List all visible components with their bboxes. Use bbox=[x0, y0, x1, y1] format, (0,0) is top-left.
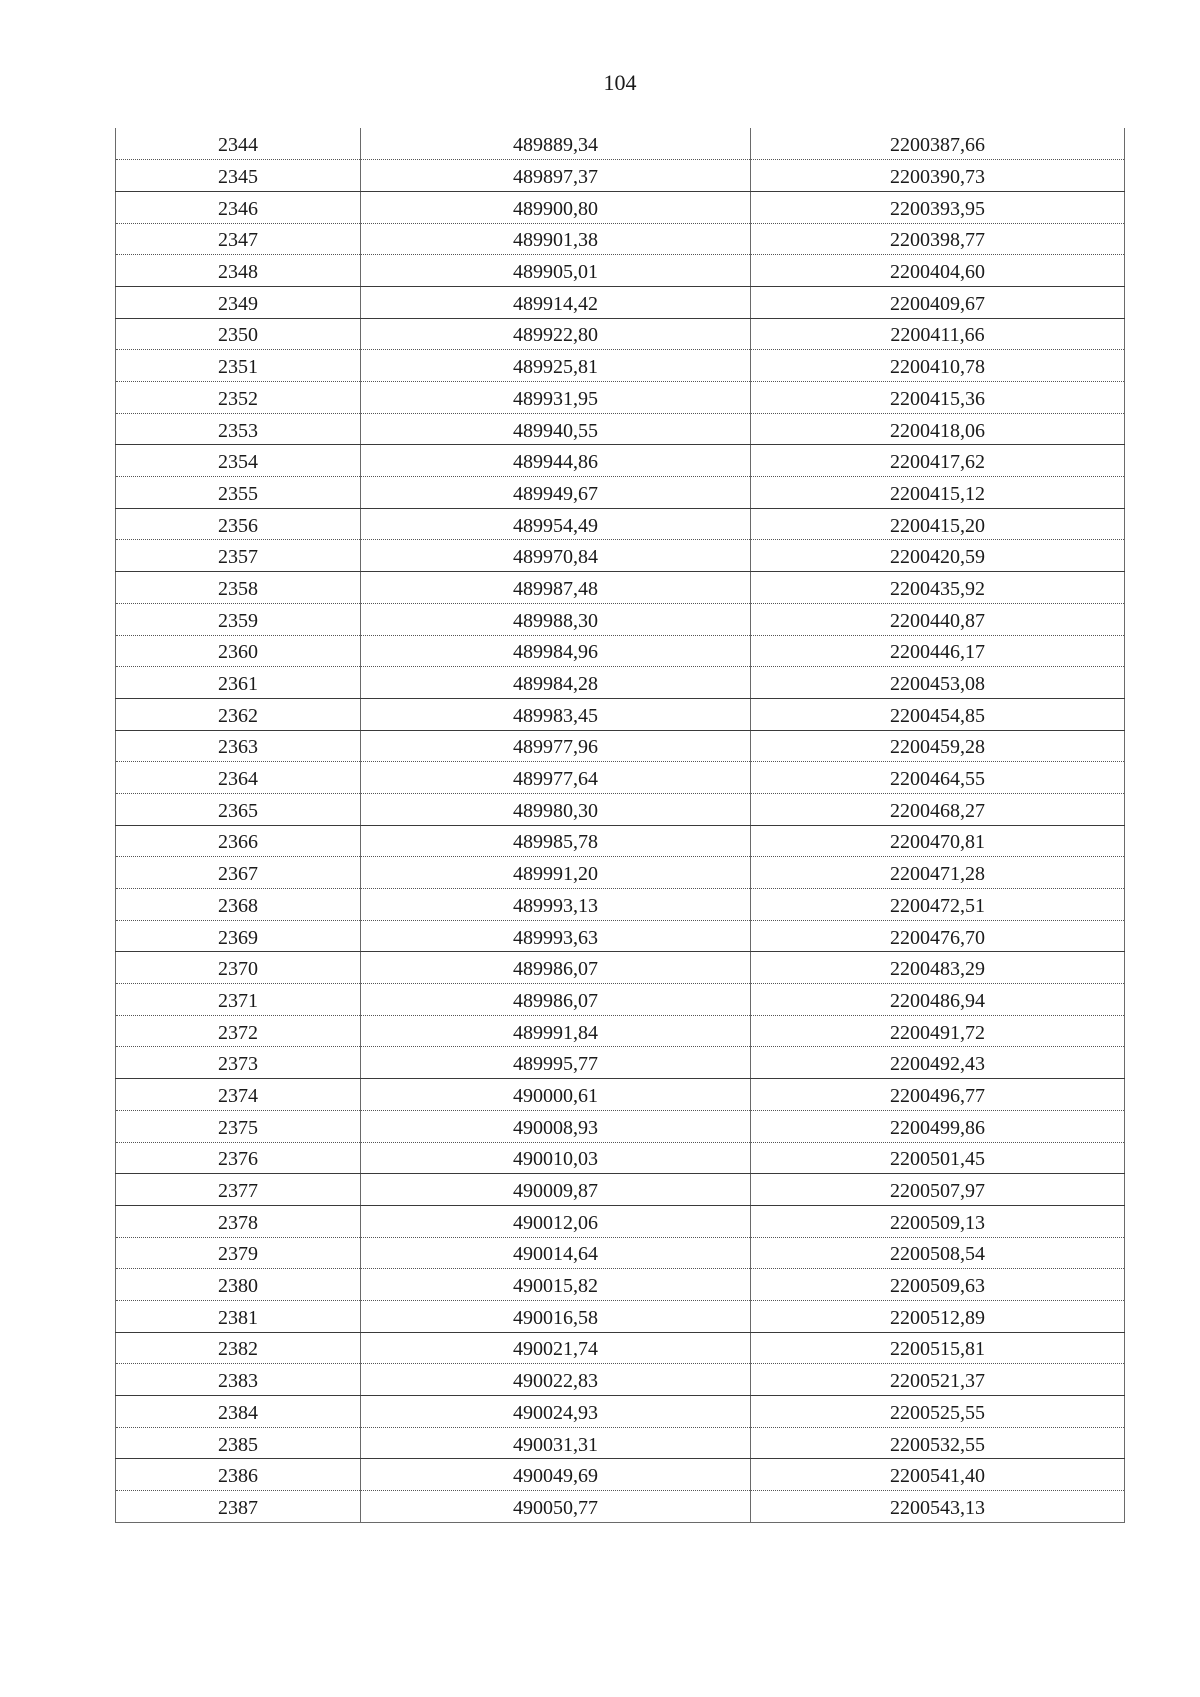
x-coordinate-cell: 489988,30 bbox=[361, 603, 751, 635]
y-coordinate-cell: 2200420,59 bbox=[751, 540, 1125, 572]
point-number-cell: 2363 bbox=[116, 730, 361, 762]
table-row bbox=[116, 1364, 1125, 1396]
y-coordinate-cell: 2200398,77 bbox=[751, 223, 1125, 255]
x-coordinate-cell: 489991,20 bbox=[361, 857, 751, 889]
table-row bbox=[116, 762, 1125, 794]
point-number-cell: 2364 bbox=[116, 762, 361, 794]
table-row bbox=[116, 1491, 1125, 1523]
x-coordinate-cell: 489954,49 bbox=[361, 508, 751, 540]
point-number-cell: 2362 bbox=[116, 698, 361, 730]
y-coordinate-cell: 2200393,95 bbox=[751, 191, 1125, 223]
point-number-cell: 2350 bbox=[116, 318, 361, 350]
x-coordinate-cell: 490024,93 bbox=[361, 1396, 751, 1428]
point-number-cell: 2367 bbox=[116, 857, 361, 889]
table-row bbox=[116, 1015, 1125, 1047]
point-number-cell: 2381 bbox=[116, 1300, 361, 1332]
x-coordinate-cell: 490022,83 bbox=[361, 1364, 751, 1396]
x-coordinate-cell: 490008,93 bbox=[361, 1110, 751, 1142]
point-number-cell: 2358 bbox=[116, 572, 361, 604]
x-coordinate-cell: 489984,28 bbox=[361, 667, 751, 699]
y-coordinate-cell: 2200496,77 bbox=[751, 1079, 1125, 1111]
table-row bbox=[116, 793, 1125, 825]
x-coordinate-cell: 490015,82 bbox=[361, 1269, 751, 1301]
y-coordinate-cell: 2200454,85 bbox=[751, 698, 1125, 730]
y-coordinate-cell: 2200543,13 bbox=[751, 1491, 1125, 1523]
point-number-cell: 2357 bbox=[116, 540, 361, 572]
table-row bbox=[116, 1237, 1125, 1269]
point-number-cell: 2359 bbox=[116, 603, 361, 635]
y-coordinate-cell: 2200410,78 bbox=[751, 350, 1125, 382]
table-row bbox=[116, 667, 1125, 699]
y-coordinate-cell: 2200459,28 bbox=[751, 730, 1125, 762]
point-number-cell: 2370 bbox=[116, 952, 361, 984]
table-row bbox=[116, 889, 1125, 921]
table-row bbox=[116, 413, 1125, 445]
x-coordinate-cell: 489977,96 bbox=[361, 730, 751, 762]
table-row bbox=[116, 1427, 1125, 1459]
y-coordinate-cell: 2200390,73 bbox=[751, 160, 1125, 192]
point-number-cell: 2349 bbox=[116, 286, 361, 318]
x-coordinate-cell: 489922,80 bbox=[361, 318, 751, 350]
y-coordinate-cell: 2200507,97 bbox=[751, 1174, 1125, 1206]
y-coordinate-cell: 2200499,86 bbox=[751, 1110, 1125, 1142]
point-number-cell: 2383 bbox=[116, 1364, 361, 1396]
y-coordinate-cell: 2200472,51 bbox=[751, 889, 1125, 921]
y-coordinate-cell: 2200468,27 bbox=[751, 793, 1125, 825]
y-coordinate-cell: 2200418,06 bbox=[751, 413, 1125, 445]
x-coordinate-cell: 490012,06 bbox=[361, 1205, 751, 1237]
y-coordinate-cell: 2200404,60 bbox=[751, 255, 1125, 287]
x-coordinate-cell: 490031,31 bbox=[361, 1427, 751, 1459]
point-number-cell: 2374 bbox=[116, 1079, 361, 1111]
y-coordinate-cell: 2200501,45 bbox=[751, 1142, 1125, 1174]
table-row bbox=[116, 160, 1125, 192]
table-row bbox=[116, 603, 1125, 635]
x-coordinate-cell: 489944,86 bbox=[361, 445, 751, 477]
point-number-cell: 2351 bbox=[116, 350, 361, 382]
y-coordinate-cell: 2200417,62 bbox=[751, 445, 1125, 477]
y-coordinate-cell: 2200492,43 bbox=[751, 1047, 1125, 1079]
table-row bbox=[116, 286, 1125, 318]
y-coordinate-cell: 2200476,70 bbox=[751, 920, 1125, 952]
table-row bbox=[116, 1300, 1125, 1332]
y-coordinate-cell: 2200521,37 bbox=[751, 1364, 1125, 1396]
point-number-cell: 2346 bbox=[116, 191, 361, 223]
table-row bbox=[116, 540, 1125, 572]
x-coordinate-cell: 489995,77 bbox=[361, 1047, 751, 1079]
table-row bbox=[116, 1269, 1125, 1301]
table-row bbox=[116, 255, 1125, 287]
table-row bbox=[116, 128, 1125, 160]
point-number-cell: 2386 bbox=[116, 1459, 361, 1491]
point-number-cell: 2360 bbox=[116, 635, 361, 667]
x-coordinate-cell: 489984,96 bbox=[361, 635, 751, 667]
x-coordinate-cell: 489993,63 bbox=[361, 920, 751, 952]
table-row bbox=[116, 635, 1125, 667]
x-coordinate-cell: 489949,67 bbox=[361, 477, 751, 509]
point-number-cell: 2376 bbox=[116, 1142, 361, 1174]
table-row bbox=[116, 1396, 1125, 1428]
y-coordinate-cell: 2200509,63 bbox=[751, 1269, 1125, 1301]
x-coordinate-cell: 489889,34 bbox=[361, 128, 751, 160]
point-number-cell: 2348 bbox=[116, 255, 361, 287]
table-row bbox=[116, 1142, 1125, 1174]
table-row bbox=[116, 1174, 1125, 1206]
table-row bbox=[116, 1079, 1125, 1111]
x-coordinate-cell: 490009,87 bbox=[361, 1174, 751, 1206]
y-coordinate-cell: 2200440,87 bbox=[751, 603, 1125, 635]
table-row bbox=[116, 572, 1125, 604]
x-coordinate-cell: 490016,58 bbox=[361, 1300, 751, 1332]
point-number-cell: 2379 bbox=[116, 1237, 361, 1269]
point-number-cell: 2387 bbox=[116, 1491, 361, 1523]
table-row bbox=[116, 1110, 1125, 1142]
x-coordinate-cell: 489987,48 bbox=[361, 572, 751, 604]
x-coordinate-cell: 489993,13 bbox=[361, 889, 751, 921]
point-number-cell: 2371 bbox=[116, 984, 361, 1016]
table-row bbox=[116, 508, 1125, 540]
x-coordinate-cell: 489986,07 bbox=[361, 984, 751, 1016]
y-coordinate-cell: 2200515,81 bbox=[751, 1332, 1125, 1364]
table-row bbox=[116, 857, 1125, 889]
y-coordinate-cell: 2200411,66 bbox=[751, 318, 1125, 350]
point-number-cell: 2373 bbox=[116, 1047, 361, 1079]
point-number-cell: 2344 bbox=[116, 128, 361, 160]
point-number-cell: 2361 bbox=[116, 667, 361, 699]
x-coordinate-cell: 489940,55 bbox=[361, 413, 751, 445]
y-coordinate-cell: 2200508,54 bbox=[751, 1237, 1125, 1269]
table-row bbox=[116, 382, 1125, 414]
coordinates-table-body bbox=[116, 128, 1125, 1522]
x-coordinate-cell: 489901,38 bbox=[361, 223, 751, 255]
table-row bbox=[116, 730, 1125, 762]
table-row bbox=[116, 952, 1125, 984]
table-row bbox=[116, 698, 1125, 730]
y-coordinate-cell: 2200415,20 bbox=[751, 508, 1125, 540]
x-coordinate-cell: 489905,01 bbox=[361, 255, 751, 287]
x-coordinate-cell: 490021,74 bbox=[361, 1332, 751, 1364]
table-row bbox=[116, 1332, 1125, 1364]
table-row bbox=[116, 477, 1125, 509]
point-number-cell: 2355 bbox=[116, 477, 361, 509]
y-coordinate-cell: 2200415,36 bbox=[751, 382, 1125, 414]
x-coordinate-cell: 489931,95 bbox=[361, 382, 751, 414]
coordinates-table bbox=[115, 128, 1125, 1523]
point-number-cell: 2368 bbox=[116, 889, 361, 921]
table-row bbox=[116, 1459, 1125, 1491]
point-number-cell: 2347 bbox=[116, 223, 361, 255]
x-coordinate-cell: 489925,81 bbox=[361, 350, 751, 382]
table-row bbox=[116, 825, 1125, 857]
y-coordinate-cell: 2200509,13 bbox=[751, 1205, 1125, 1237]
y-coordinate-cell: 2200532,55 bbox=[751, 1427, 1125, 1459]
y-coordinate-cell: 2200541,40 bbox=[751, 1459, 1125, 1491]
point-number-cell: 2354 bbox=[116, 445, 361, 477]
y-coordinate-cell: 2200470,81 bbox=[751, 825, 1125, 857]
table-row bbox=[116, 318, 1125, 350]
y-coordinate-cell: 2200486,94 bbox=[751, 984, 1125, 1016]
page-number: 104 bbox=[603, 70, 637, 95]
table-row bbox=[116, 984, 1125, 1016]
y-coordinate-cell: 2200453,08 bbox=[751, 667, 1125, 699]
point-number-cell: 2366 bbox=[116, 825, 361, 857]
point-number-cell: 2356 bbox=[116, 508, 361, 540]
x-coordinate-cell: 489986,07 bbox=[361, 952, 751, 984]
table-row bbox=[116, 1205, 1125, 1237]
y-coordinate-cell: 2200512,89 bbox=[751, 1300, 1125, 1332]
point-number-cell: 2375 bbox=[116, 1110, 361, 1142]
table-row bbox=[116, 350, 1125, 382]
y-coordinate-cell: 2200471,28 bbox=[751, 857, 1125, 889]
y-coordinate-cell: 2200483,29 bbox=[751, 952, 1125, 984]
table-row bbox=[116, 223, 1125, 255]
x-coordinate-cell: 489991,84 bbox=[361, 1015, 751, 1047]
y-coordinate-cell: 2200387,66 bbox=[751, 128, 1125, 160]
y-coordinate-cell: 2200435,92 bbox=[751, 572, 1125, 604]
x-coordinate-cell: 489914,42 bbox=[361, 286, 751, 318]
point-number-cell: 2372 bbox=[116, 1015, 361, 1047]
y-coordinate-cell: 2200525,55 bbox=[751, 1396, 1125, 1428]
point-number-cell: 2352 bbox=[116, 382, 361, 414]
x-coordinate-cell: 489897,37 bbox=[361, 160, 751, 192]
point-number-cell: 2384 bbox=[116, 1396, 361, 1428]
point-number-cell: 2365 bbox=[116, 793, 361, 825]
point-number-cell: 2369 bbox=[116, 920, 361, 952]
x-coordinate-cell: 490050,77 bbox=[361, 1491, 751, 1523]
y-coordinate-cell: 2200464,55 bbox=[751, 762, 1125, 794]
point-number-cell: 2380 bbox=[116, 1269, 361, 1301]
x-coordinate-cell: 489980,30 bbox=[361, 793, 751, 825]
x-coordinate-cell: 490010,03 bbox=[361, 1142, 751, 1174]
table-row bbox=[116, 191, 1125, 223]
point-number-cell: 2378 bbox=[116, 1205, 361, 1237]
point-number-cell: 2382 bbox=[116, 1332, 361, 1364]
y-coordinate-cell: 2200491,72 bbox=[751, 1015, 1125, 1047]
table-row bbox=[116, 1047, 1125, 1079]
y-coordinate-cell: 2200446,17 bbox=[751, 635, 1125, 667]
x-coordinate-cell: 489985,78 bbox=[361, 825, 751, 857]
point-number-cell: 2353 bbox=[116, 413, 361, 445]
x-coordinate-cell: 490014,64 bbox=[361, 1237, 751, 1269]
y-coordinate-cell: 2200415,12 bbox=[751, 477, 1125, 509]
x-coordinate-cell: 489900,80 bbox=[361, 191, 751, 223]
point-number-cell: 2345 bbox=[116, 160, 361, 192]
table-row bbox=[116, 920, 1125, 952]
x-coordinate-cell: 489977,64 bbox=[361, 762, 751, 794]
point-number-cell: 2377 bbox=[116, 1174, 361, 1206]
table-row bbox=[116, 445, 1125, 477]
y-coordinate-cell: 2200409,67 bbox=[751, 286, 1125, 318]
point-number-cell: 2385 bbox=[116, 1427, 361, 1459]
x-coordinate-cell: 490000,61 bbox=[361, 1079, 751, 1111]
x-coordinate-cell: 489983,45 bbox=[361, 698, 751, 730]
x-coordinate-cell: 490049,69 bbox=[361, 1459, 751, 1491]
x-coordinate-cell: 489970,84 bbox=[361, 540, 751, 572]
